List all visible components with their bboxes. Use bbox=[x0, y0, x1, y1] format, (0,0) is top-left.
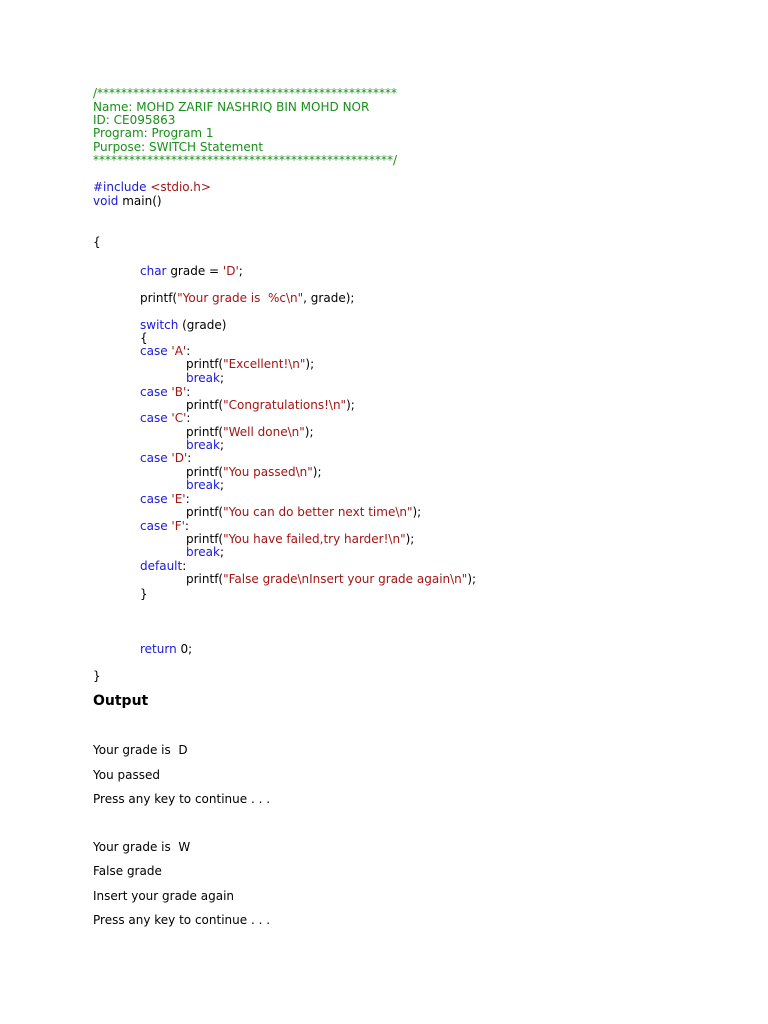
passed-string: "You passed\n" bbox=[223, 465, 313, 479]
close-brace: } bbox=[93, 669, 101, 683]
semicolon: ; bbox=[219, 438, 225, 452]
case-a-literal: 'A' bbox=[167, 344, 187, 358]
better-string: "You can do better next time\n" bbox=[223, 505, 413, 519]
comment-purpose: Purpose: SWITCH Statement bbox=[93, 140, 264, 154]
call-close: ); bbox=[467, 572, 477, 586]
output-run2-line2: False grade bbox=[93, 864, 162, 878]
semicolon: ; bbox=[219, 545, 225, 559]
printf-call: printf( bbox=[186, 532, 224, 546]
char-decl-line bbox=[140, 264, 243, 278]
case-keyword: case bbox=[140, 492, 168, 506]
failed-string: "You have failed,try harder!\n" bbox=[223, 532, 406, 546]
printf-failed-line bbox=[186, 532, 414, 546]
comment-id: ID: CE095863 bbox=[93, 113, 176, 127]
printf-welldone-line bbox=[186, 425, 314, 439]
case-colon: : bbox=[186, 385, 191, 399]
case-e-literal: 'E' bbox=[167, 492, 186, 506]
switch-open-brace: { bbox=[140, 331, 148, 345]
printf-excellent-line bbox=[186, 357, 314, 371]
output-run2-line4: Press any key to continue . . . bbox=[93, 913, 271, 927]
break-keyword: break bbox=[186, 371, 220, 385]
return-line bbox=[140, 642, 192, 656]
call-close: ); bbox=[412, 505, 422, 519]
break-keyword: break bbox=[186, 545, 220, 559]
printf-call: printf( bbox=[186, 398, 224, 412]
comment-close: **************************************************/ bbox=[93, 153, 398, 167]
default-keyword: default bbox=[140, 559, 183, 573]
break-keyword: break bbox=[186, 438, 220, 452]
case-f-literal: 'F' bbox=[167, 519, 185, 533]
switch-keyword: switch bbox=[140, 318, 179, 332]
case-b-line bbox=[140, 385, 190, 399]
semicolon: ; bbox=[219, 371, 225, 385]
break-c-line bbox=[186, 438, 224, 452]
case-d-line bbox=[140, 451, 191, 465]
call-close: ); bbox=[305, 357, 315, 371]
semicolon: ; bbox=[219, 478, 225, 492]
output-run1-line2: You passed bbox=[93, 768, 160, 782]
printf-call: printf( bbox=[186, 572, 224, 586]
output-run1-line1: Your grade is D bbox=[93, 743, 188, 757]
printf-call: printf( bbox=[186, 425, 224, 439]
case-colon: : bbox=[184, 519, 189, 533]
case-colon: : bbox=[182, 559, 187, 573]
case-d-literal: 'D' bbox=[167, 451, 188, 465]
case-b-literal: 'B' bbox=[167, 385, 187, 399]
comment-name: Name: MOHD ZARIF NASHRIQ BIN MOHD NOR bbox=[93, 100, 370, 114]
char-decl-semicolon: ; bbox=[238, 264, 243, 278]
case-colon: : bbox=[186, 411, 191, 425]
case-c-literal: 'C' bbox=[167, 411, 187, 425]
char-decl-rest: grade = bbox=[166, 264, 223, 278]
default-line bbox=[140, 559, 186, 573]
switch-close-brace: } bbox=[140, 587, 148, 601]
output-run2-line1: Your grade is W bbox=[93, 840, 191, 854]
printf-call: printf( bbox=[186, 505, 224, 519]
main-signature: main() bbox=[118, 194, 162, 208]
include-keyword: #include bbox=[93, 180, 147, 194]
void-keyword: void bbox=[93, 194, 119, 208]
switch-expr: (grade) bbox=[178, 318, 227, 332]
printf-grade-string: "Your grade is %c\n" bbox=[177, 291, 304, 305]
case-a-line bbox=[140, 344, 190, 358]
break-keyword: break bbox=[186, 478, 220, 492]
main-signature-line bbox=[93, 194, 162, 208]
case-keyword: case bbox=[140, 385, 168, 399]
comment-open: /************************************************** bbox=[93, 86, 398, 100]
case-keyword: case bbox=[140, 411, 168, 425]
printf-call: printf( bbox=[140, 291, 178, 305]
include-header: <stdio.h> bbox=[146, 180, 211, 194]
char-keyword: char bbox=[140, 264, 167, 278]
printf-passed-line bbox=[186, 465, 322, 479]
congrats-string: "Congratulations!\n" bbox=[223, 398, 347, 412]
case-keyword: case bbox=[140, 344, 168, 358]
break-d-line bbox=[186, 478, 224, 492]
printf-congrats-line bbox=[186, 398, 355, 412]
output-run2-line3: Insert your grade again bbox=[93, 889, 235, 903]
printf-grade-args: , grade); bbox=[303, 291, 355, 305]
printf-grade-line bbox=[140, 291, 354, 305]
excellent-string: "Excellent!\n" bbox=[223, 357, 306, 371]
welldone-string: "Well done\n" bbox=[223, 425, 305, 439]
printf-better-line bbox=[186, 505, 421, 519]
case-f-line bbox=[140, 519, 189, 533]
break-f-line bbox=[186, 545, 224, 559]
case-e-line bbox=[140, 492, 190, 506]
output-run1-line3: Press any key to continue . . . bbox=[93, 792, 271, 806]
printf-call: printf( bbox=[186, 357, 224, 371]
call-close: ); bbox=[405, 532, 415, 546]
default-string: "False grade\nInsert your grade again\n" bbox=[223, 572, 468, 586]
char-literal: 'D' bbox=[222, 264, 239, 278]
break-a-line bbox=[186, 371, 224, 385]
case-keyword: case bbox=[140, 519, 168, 533]
return-keyword: return bbox=[140, 642, 177, 656]
case-colon: : bbox=[185, 492, 190, 506]
output-heading: Output bbox=[93, 693, 149, 709]
switch-line bbox=[140, 318, 226, 332]
call-close: ); bbox=[346, 398, 355, 412]
printf-call: printf( bbox=[186, 465, 224, 479]
return-value: 0; bbox=[176, 642, 193, 656]
case-colon: : bbox=[186, 344, 191, 358]
case-c-line bbox=[140, 411, 190, 425]
case-keyword: case bbox=[140, 451, 168, 465]
printf-default-line bbox=[186, 572, 476, 586]
open-brace: { bbox=[93, 235, 101, 249]
case-colon: : bbox=[187, 451, 192, 465]
include-line bbox=[93, 180, 211, 194]
call-close: ); bbox=[312, 465, 322, 479]
comment-program: Program: Program 1 bbox=[93, 126, 214, 140]
call-close: ); bbox=[304, 425, 314, 439]
